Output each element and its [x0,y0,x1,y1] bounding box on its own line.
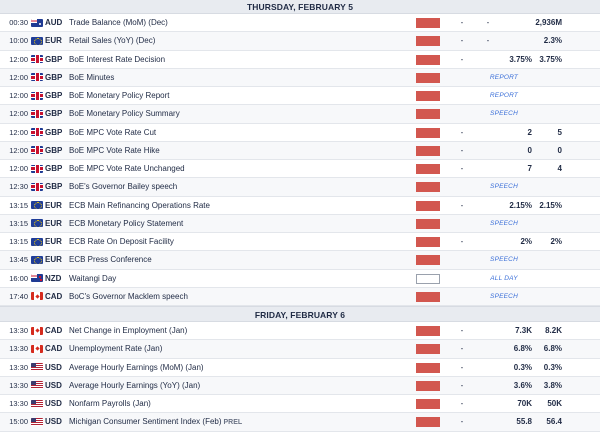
event-name-text: ECB Monetary Policy Statement [69,218,184,228]
event-name[interactable] [69,219,414,228]
event-name-text: Unemployment Rate (Jan) [69,344,163,354]
event-type-tag[interactable]: SPEECH [490,256,518,264]
actual-value: - [460,18,464,28]
event-name-text: Trade Balance (MoM) (Dec) [69,18,168,28]
previous-value: 5 [557,127,562,137]
event-name[interactable] [69,73,414,82]
currency-code: CAD [45,344,63,354]
consensus-value: 2 [527,127,532,137]
event-time: 12:00 [9,145,28,155]
event-time: 17:40 [9,291,28,301]
consensus-value: 0 [527,145,532,155]
gbp-flag-icon [31,110,43,118]
event-name-text: BoE Monetary Policy Report [69,91,170,101]
previous-value: 2% [550,237,562,247]
event-time: 13:30 [9,326,28,336]
impact-indicator [416,274,440,284]
event-time: 12:30 [9,182,28,192]
table-row[interactable] [0,87,600,105]
event-name-text: Nonfarm Payrolls (Jan) [69,399,151,409]
event-time: 00:30 [9,18,28,28]
impact-indicator [416,363,440,373]
consensus-value: - [486,18,490,28]
event-name[interactable] [69,344,414,353]
impact-indicator [416,109,440,119]
previous-value: 2.3% [543,36,562,46]
event-time: 10:00 [9,36,28,46]
previous-value: 8.2K [545,326,562,336]
event-type-tag[interactable]: ALL DAY [490,274,518,282]
consensus-value: 7 [527,164,532,174]
event-type-tag[interactable]: REPORT [489,92,519,100]
consensus-value: 55.8 [516,417,532,427]
impact-indicator [416,237,440,247]
event-name-text: Waitangi Day [69,273,117,283]
event-name[interactable] [69,109,414,118]
aud-flag-icon [31,19,43,27]
consensus-value: 70K [517,399,532,409]
actual-value: - [460,417,464,427]
event-time: 12:00 [9,91,28,101]
gbp-flag-icon [31,73,43,81]
event-name-text: ECB Press Conference [69,255,152,265]
event-time: 13:30 [9,344,28,354]
actual-value: - [460,200,464,210]
event-name-text: Average Hourly Earnings (MoM) (Jan) [69,362,204,372]
preliminary-badge: PREL [223,419,243,427]
actual-value: - [460,380,464,390]
consensus-value: 3.75% [509,54,532,64]
table-row[interactable] [0,215,600,233]
table-row[interactable] [0,322,600,340]
impact-indicator [416,18,440,28]
event-time: 12:00 [9,127,28,137]
impact-indicator [416,182,440,192]
currency-code: USD [45,362,62,372]
impact-indicator [416,292,440,302]
actual-value: - [460,362,464,372]
day-header: THURSDAY, FEBRUARY 5 [0,0,600,14]
event-name[interactable] [69,146,414,155]
actual-value: - [460,344,464,354]
event-time: 13:45 [9,255,28,265]
usd-flag-icon [31,363,43,371]
event-name-text: BoE MPC Vote Rate Hike [69,145,160,155]
event-time: 12:00 [9,54,28,64]
consensus-value: 3.6% [513,380,532,390]
day-header: FRIDAY, FEBRUARY 6 [0,306,600,322]
consensus-value: - [486,36,490,46]
event-name-text: Retail Sales (YoY) (Dec) [69,36,156,46]
event-time: 13:30 [9,380,28,390]
table-row[interactable] [0,178,600,196]
currency-code: USD [45,417,62,427]
impact-indicator [416,128,440,138]
table-row[interactable] [0,197,600,215]
currency-code: GBP [45,182,63,192]
table-row[interactable] [0,377,600,395]
eur-flag-icon [31,201,43,209]
table-row[interactable] [0,124,600,142]
impact-indicator [416,219,440,229]
previous-value: 50K [547,399,562,409]
event-time: 13:15 [9,218,28,228]
currency-code: GBP [45,72,63,82]
impact-indicator [416,91,440,101]
gbp-flag-icon [31,183,43,191]
currency-code: USD [45,399,62,409]
event-name-text: Michigan Consumer Sentiment Index (Feb) [69,417,222,427]
previous-value: 6.8% [543,344,562,354]
impact-indicator [416,36,440,46]
previous-value: 0 [557,145,562,155]
event-name[interactable] [69,18,414,27]
event-name-text: BoE MPC Vote Rate Unchanged [69,164,185,174]
previous-value: 4 [557,164,562,174]
consensus-value: 2.15% [509,200,532,210]
table-row[interactable] [0,105,600,123]
event-name-text: BoE MPC Vote Rate Cut [69,127,157,137]
actual-value: - [460,54,464,64]
event-type-tag[interactable]: REPORT [489,73,519,81]
previous-value: 0.3% [543,362,562,372]
actual-value: - [460,326,464,336]
currency-code: EUR [45,237,62,247]
eur-flag-icon [31,219,43,227]
event-time: 16:00 [9,273,28,283]
currency-code: GBP [45,54,63,64]
currency-code: CAD [45,326,63,336]
table-row[interactable] [0,32,600,50]
currency-code: GBP [45,91,63,101]
gbp-flag-icon [31,128,43,136]
event-name-text: BoE's Governor Bailey speech [69,182,178,192]
event-time: 15:00 [9,417,28,427]
cad-flag-icon [31,327,43,335]
event-name[interactable] [69,399,414,408]
event-name[interactable] [69,274,414,283]
event-type-tag[interactable]: SPEECH [490,292,518,300]
event-time: 12:00 [9,109,28,119]
table-row[interactable] [0,160,600,178]
table-row[interactable] [0,69,600,87]
event-name[interactable] [69,36,414,45]
gbp-flag-icon [31,55,43,63]
table-row[interactable] [0,413,600,431]
event-time: 13:15 [9,237,28,247]
event-name-text: BoE Monetary Policy Summary [69,109,180,119]
currency-code: EUR [45,218,62,228]
currency-code: EUR [45,200,62,210]
consensus-value: 2% [520,237,532,247]
impact-indicator [416,55,440,65]
event-name-text: BoE Minutes [69,72,115,82]
impact-indicator [416,255,440,265]
actual-value: - [460,164,464,174]
consensus-value: 7.3K [515,326,532,336]
currency-code: EUR [45,255,62,265]
currency-code: GBP [45,109,63,119]
nzd-flag-icon [31,274,43,282]
event-name[interactable] [69,91,414,100]
currency-code: EUR [45,36,62,46]
gbp-flag-icon [31,92,43,100]
event-name-text: Net Change in Employment (Jan) [69,326,188,336]
impact-indicator [416,381,440,391]
event-name[interactable] [69,182,414,191]
event-name[interactable] [69,326,414,335]
event-name[interactable] [69,237,414,246]
eur-flag-icon [31,37,43,45]
event-name[interactable] [69,201,414,210]
table-row[interactable] [0,14,600,32]
table-row[interactable] [0,270,600,288]
event-name[interactable] [69,363,414,372]
currency-code: NZD [45,273,62,283]
event-type-tag[interactable]: SPEECH [490,110,518,118]
currency-code: CAD [45,291,63,301]
impact-indicator [416,326,440,336]
event-name[interactable] [69,381,414,390]
table-row[interactable] [0,359,600,377]
impact-indicator [416,399,440,409]
previous-value: 2.15% [539,200,562,210]
gbp-flag-icon [31,165,43,173]
gbp-flag-icon [31,146,43,154]
event-time: 13:15 [9,200,28,210]
table-row[interactable] [0,142,600,160]
table-row[interactable] [0,251,600,269]
event-name-text: BoC's Governor Macklem speech [69,291,188,301]
table-row[interactable] [0,51,600,69]
currency-code: GBP [45,164,63,174]
usd-flag-icon [31,400,43,408]
event-name[interactable] [69,128,414,137]
previous-value: 3.75% [539,54,562,64]
event-name[interactable] [69,164,414,173]
table-row[interactable] [0,233,600,251]
impact-indicator [416,417,440,427]
table-row[interactable] [0,288,600,306]
impact-indicator [416,164,440,174]
cad-flag-icon [31,345,43,353]
impact-indicator [416,201,440,211]
event-name[interactable] [69,255,414,264]
event-time: 13:30 [9,399,28,409]
event-name-text: Average Hourly Earnings (YoY) (Jan) [69,380,201,390]
cad-flag-icon [31,292,43,300]
actual-value: - [460,399,464,409]
event-name[interactable] [69,417,414,426]
consensus-value: 0.3% [513,362,532,372]
currency-code: GBP [45,127,63,137]
event-name-text: ECB Rate On Deposit Facility [69,237,174,247]
previous-value: 2,936M [535,18,562,28]
previous-value: 56.4 [546,417,562,427]
usd-flag-icon [31,381,43,389]
currency-code: GBP [45,145,63,155]
impact-indicator [416,146,440,156]
actual-value: - [460,237,464,247]
event-type-tag[interactable]: SPEECH [490,219,518,227]
event-name-text: ECB Main Refinancing Operations Rate [69,200,210,210]
event-time: 13:30 [9,362,28,372]
previous-value: 3.8% [543,380,562,390]
eur-flag-icon [31,238,43,246]
actual-value: - [460,127,464,137]
actual-value: - [460,36,464,46]
event-name[interactable] [69,292,414,301]
event-time: 12:00 [9,72,28,82]
event-name-text: BoE Interest Rate Decision [69,54,166,64]
table-row[interactable] [0,340,600,358]
event-type-tag[interactable]: SPEECH [490,183,518,191]
currency-code: USD [45,380,62,390]
usd-flag-icon [31,418,43,426]
impact-indicator [416,344,440,354]
event-name[interactable] [69,55,414,64]
table-row[interactable] [0,395,600,413]
event-time: 12:00 [9,164,28,174]
currency-code: AUD [45,18,63,28]
actual-value: - [460,145,464,155]
consensus-value: 6.8% [513,344,532,354]
impact-indicator [416,73,440,83]
eur-flag-icon [31,256,43,264]
